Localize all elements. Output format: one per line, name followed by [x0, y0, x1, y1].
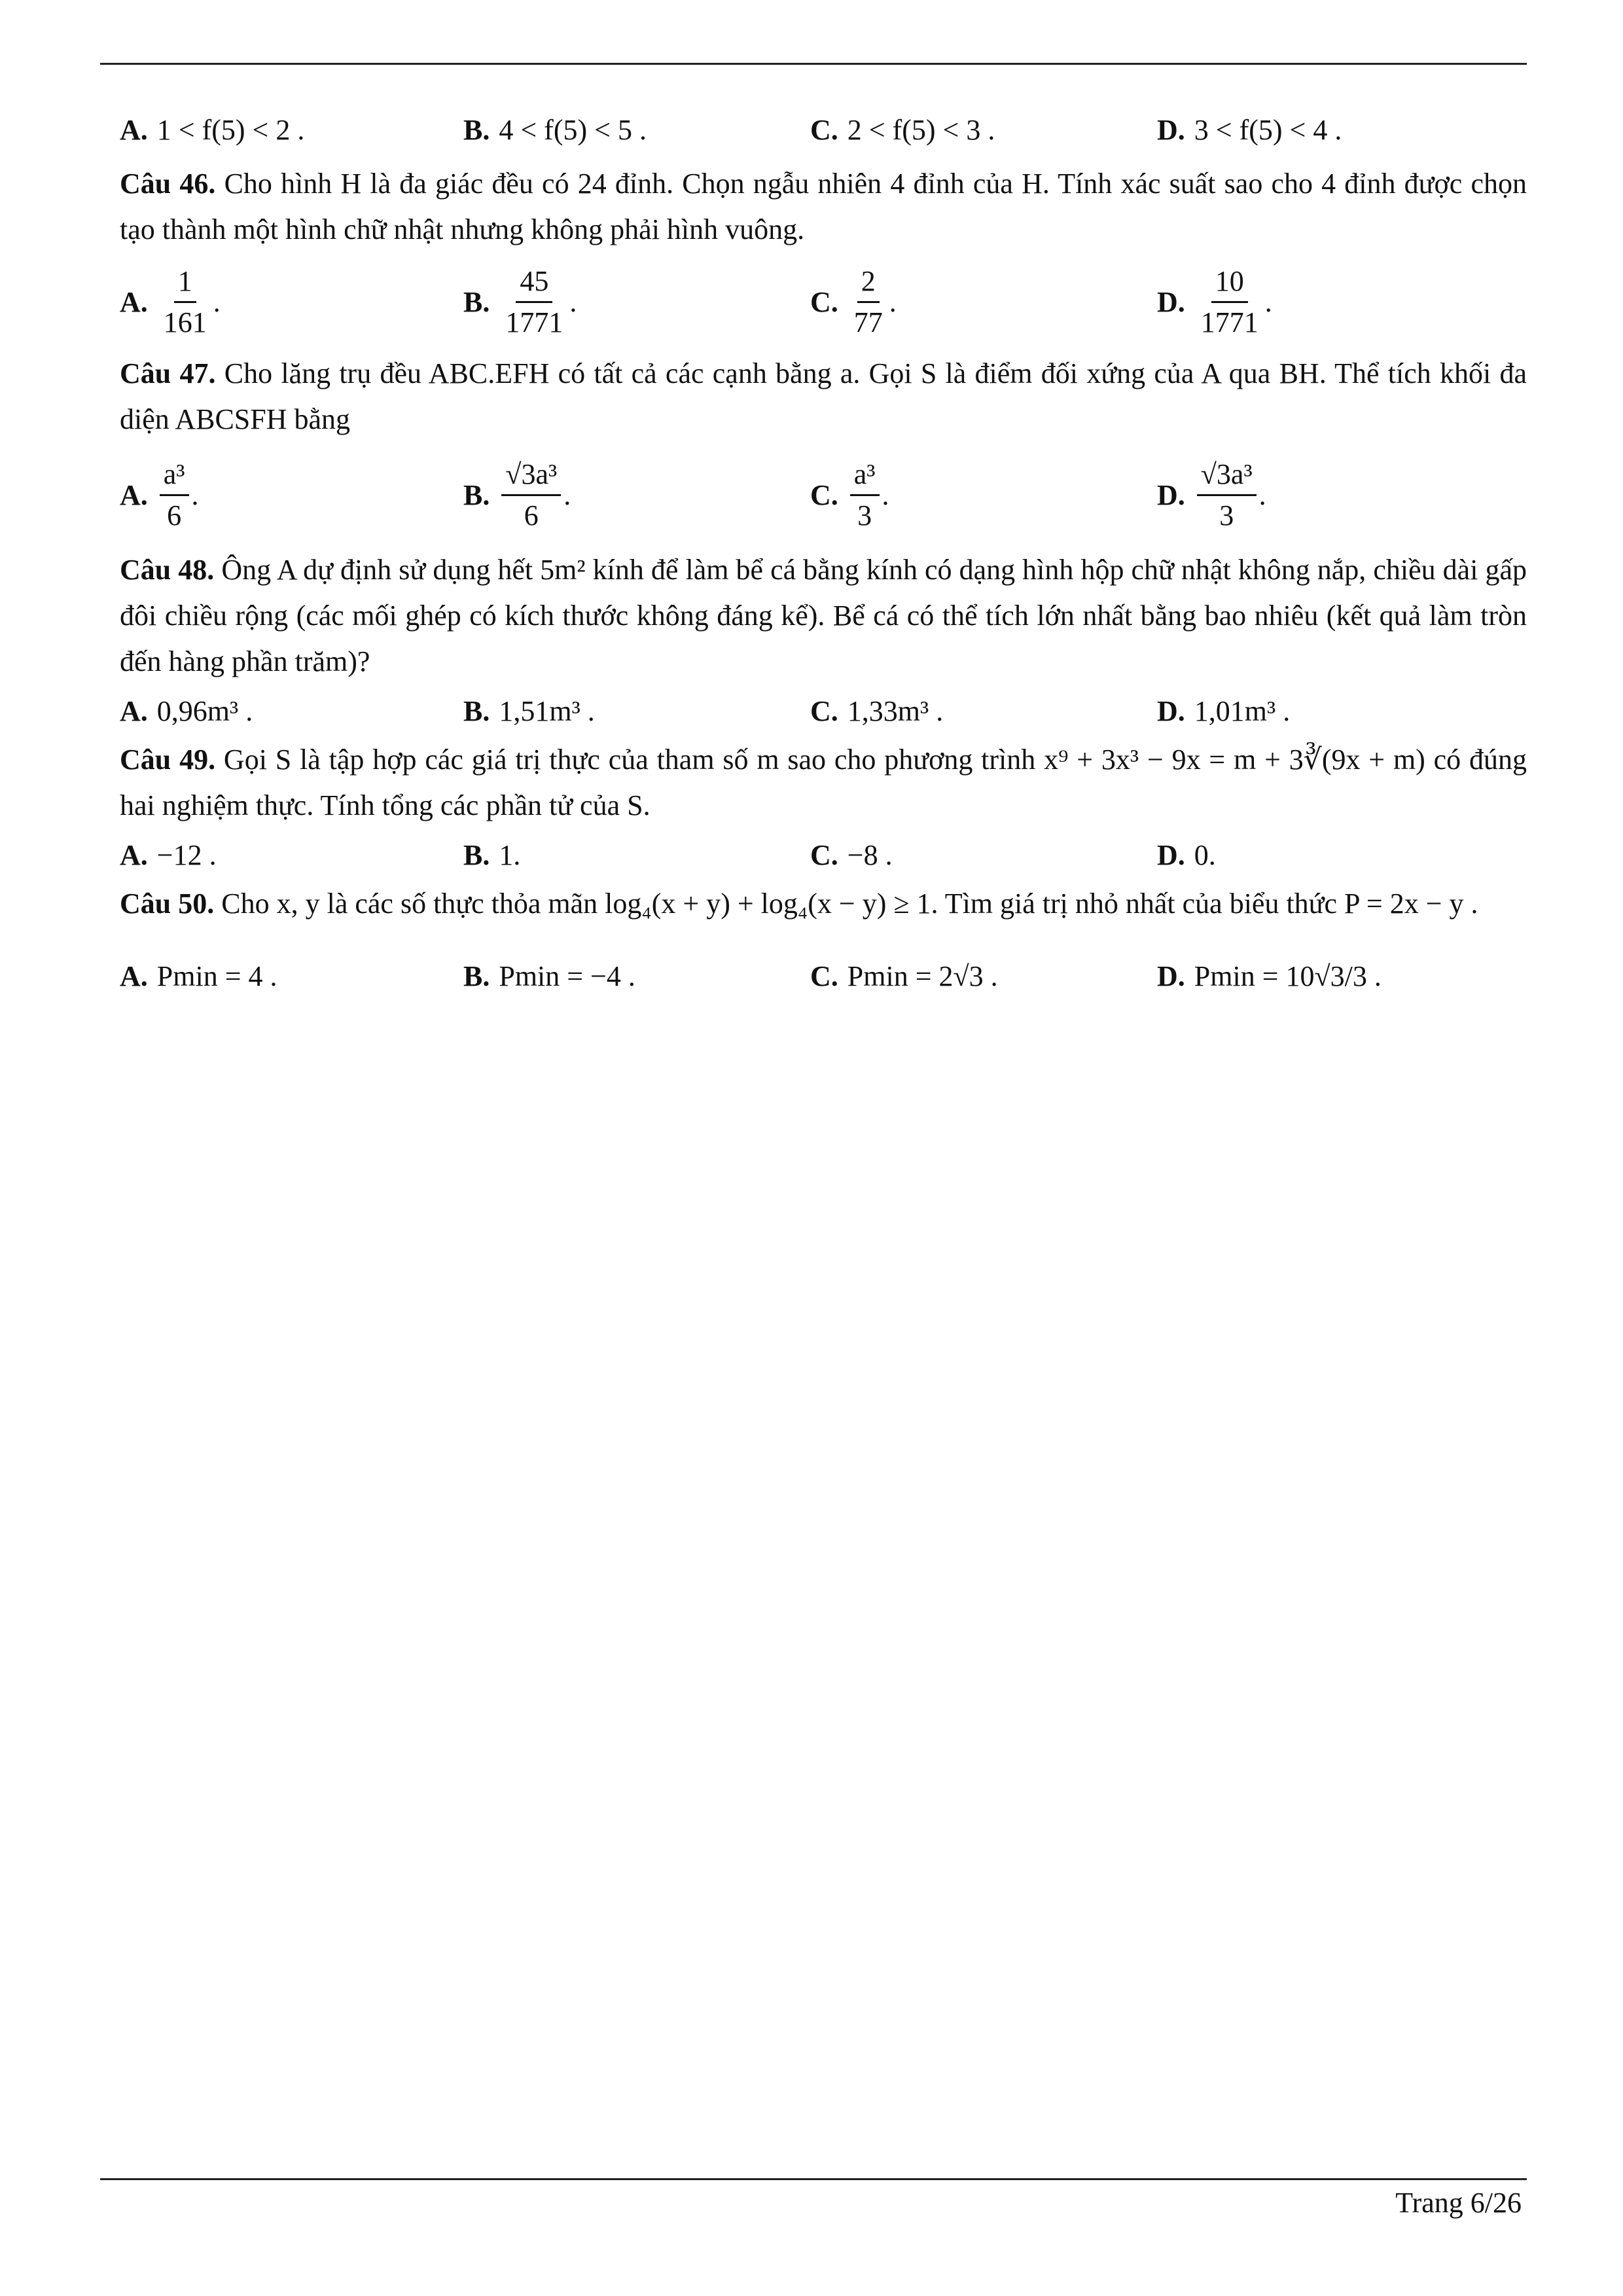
q45-option-d[interactable]: D. 3 < f(5) < 4 . [1157, 113, 1342, 146]
q45-option-c[interactable]: C. 2 < f(5) < 3 . [810, 113, 995, 146]
q50-option-d[interactable]: D. Pmin = 10√3/3 . [1157, 960, 1382, 992]
q48-stem: Câu 48. Ông A dự định sử dụng hết 5m² kính để làm bể cá bằng kính có dạng hình hộp chữ nhật không nắp, chiều dài gấp đôi chiều rộng (các mối ghép có kích thước không đáng kể). Bể cá có thể tích lớn nhất bằng bao nhiêu (kết quả làm tròn đến hàng phần trăm)? [120, 554, 1527, 677]
fraction: $\frac{\text{√3a³}}{6}$ [501, 457, 561, 533]
q47-option-d[interactable]: D. $\frac{\text{√3a³}}{3}$ . [1157, 457, 1266, 531]
q49-option-c[interactable]: C. −8 . [810, 838, 893, 871]
q46-option-d[interactable]: D. $\frac{10}{1771}$ . [1157, 264, 1272, 338]
q47-stem: Câu 47. Cho lăng trụ đều ABC.EFH có tất cả các cạnh bằng a. Gọi S là điểm đối xứng của A qua BH. Thể tích khối đa diện ABCSFH bằng [120, 357, 1527, 435]
q49-options [120, 829, 1527, 881]
q47-option-b[interactable]: B. $\frac{\text{√3a³}}{6}$ . [463, 457, 571, 531]
q50-option-a[interactable]: A. Pmin = 4 . [120, 960, 277, 992]
q49-stem: Câu 49. Gọi S là tập hợp các giá trị thực của tham số m sao cho phương trình x⁹ + 3x³ − 9x = m + 3∛(9x + m) có đúng hai nghiệm thực. Tính tổng các phần tử của S. [120, 744, 1527, 821]
q45-option-a[interactable]: A. 1 < f(5) < 2 . [120, 113, 305, 146]
q48-option-d[interactable]: D. 1,01m³ . [1157, 694, 1291, 727]
q50-option-b[interactable]: B. Pmin = −4 . [463, 960, 635, 992]
q46-option-a[interactable]: A. $\frac{1}{161}$ . [120, 264, 221, 338]
footer-rule [100, 2178, 1527, 2180]
q47-options [120, 442, 1527, 547]
q49-option-b[interactable]: B. 1. [463, 838, 521, 871]
q46-options [120, 253, 1527, 351]
fraction: $\frac{\text{a³}}{3}$ [850, 457, 880, 533]
q50-stem: Câu 50. Cho x, y là các số thực thỏa mãn log₄(x + y) + log₄(x − y) ≥ 1. Tìm giá trị nhỏ nhất của biểu thức P = 2x − y . [120, 888, 1478, 920]
q46-stem: Câu 46. Cho hình H là đa giác đều có 24 đỉnh. Chọn ngẫu nhiên 4 đỉnh của H. Tính xác suất sao cho 4 đỉnh được chọn tạo thành một hình chữ nhật nhưng không phải hình vuông. [120, 168, 1527, 245]
fraction: $\frac{\text{a³}}{6}$ [160, 457, 189, 533]
q49-option-d[interactable]: D. 0. [1157, 838, 1216, 871]
exam-content [120, 98, 1527, 1025]
fraction: $\frac{2}{77}$ [853, 264, 883, 338]
fraction: $\frac{1}{161}$ [163, 264, 207, 338]
q45-options [120, 98, 1527, 161]
q48-option-c[interactable]: C. 1,33m³ . [810, 694, 944, 727]
header-rule [100, 63, 1527, 65]
q47-option-a[interactable]: A. $\frac{\text{a³}}{6}$ . [120, 457, 199, 531]
fraction: $\frac{\text{√3a³}}{3}$ [1197, 457, 1257, 533]
q48-option-a[interactable]: A. 0,96m³ . [120, 694, 253, 727]
q45-option-b[interactable]: B. 4 < f(5) < 5 . [463, 113, 647, 146]
q46-option-b[interactable]: B. $\frac{45}{1771}$ . [463, 264, 577, 338]
fraction: $\frac{45}{1771}$ [505, 264, 563, 338]
q48-option-b[interactable]: B. 1,51m³ . [463, 694, 595, 727]
q50-options [120, 927, 1527, 1025]
page-number: Trang 6/26 [1395, 2187, 1522, 2219]
q50-option-c[interactable]: C. Pmin = 2√3 . [810, 960, 998, 992]
q47-option-c[interactable]: C. $\frac{\text{a³}}{3}$ . [810, 457, 889, 531]
q46-option-c[interactable]: C. $\frac{2}{77}$ . [810, 264, 897, 338]
q49-option-a[interactable]: A. −12 . [120, 838, 217, 871]
q48-options [120, 685, 1527, 737]
fraction: $\frac{10}{1771}$ [1200, 264, 1258, 338]
